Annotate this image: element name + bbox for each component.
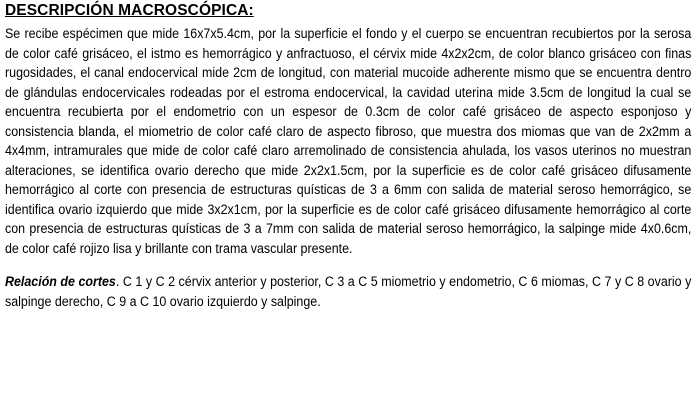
paragraph-gap — [5, 258, 691, 272]
macroscopic-description: Se recibe espécimen que mide 16x7x5.4cm, por la superficie el fondo y el cuerpo se encuentran recubiertos por la serosa de color café grisáceo, el istmo es hemorrágico y anfractuoso, el cérvix mide 4x2x2cm, de color blanco grisáceo con finas rugosidades, el canal endocervical mide 2cm de longitud, con material mucoide adherente mismo que se encuentra dentro de glándulas endocervicales rodeadas por el estroma endocervical, la cavidad uterina mide 3.5cm de longitud la cual se encuentra recubierta por el endometrio con un espesor de 0.3cm de color café grisáceo de aspecto esponjoso y consistencia blanda, el miometrio de color café claro de aspecto fibroso, que muestra dos miomas que van de 2x2mm a 4x4mm, intramurales que mide de color café claro arremolinado de consistencia ahulada, los vasos uterinos no muestran alteraciones, se identifica ovario derecho que mide 2x2x1.5cm, por la superficie es de color café grisáceo difusamente hemorrágico al corte con presencia de estructuras quísticas de 3 a 6mm con salida de material seroso hemorrágico, se identifica ovario izquierdo que mide 3x2x1cm, por la superficie es de color café grisáceo difusamente hemorrágico al corte con presencia de estructuras quísticas de 3 a 7mm con salida de material seroso hemorrágico, la salpinge mide 4x0.6cm, de color café rojizo lisa y brillante con trama vascular presente. — [5, 26, 692, 256]
cortes-text: . C 1 y C 2 cérvix anterior y posterior, C 3 a C 5 miometrio y endometrio, C 6 miomas, C 7 y C 8 ovario y salpinge derecho, C 9 a C 10 ovario izquierdo y salpinge. — [5, 274, 692, 309]
cortes-paragraph — [5, 272, 691, 311]
cortes-label: Relación de cortes — [5, 274, 116, 289]
document-page — [5, 2, 691, 311]
section-heading: DESCRIPCIÓN MACROSCÓPICA: — [5, 2, 254, 19]
